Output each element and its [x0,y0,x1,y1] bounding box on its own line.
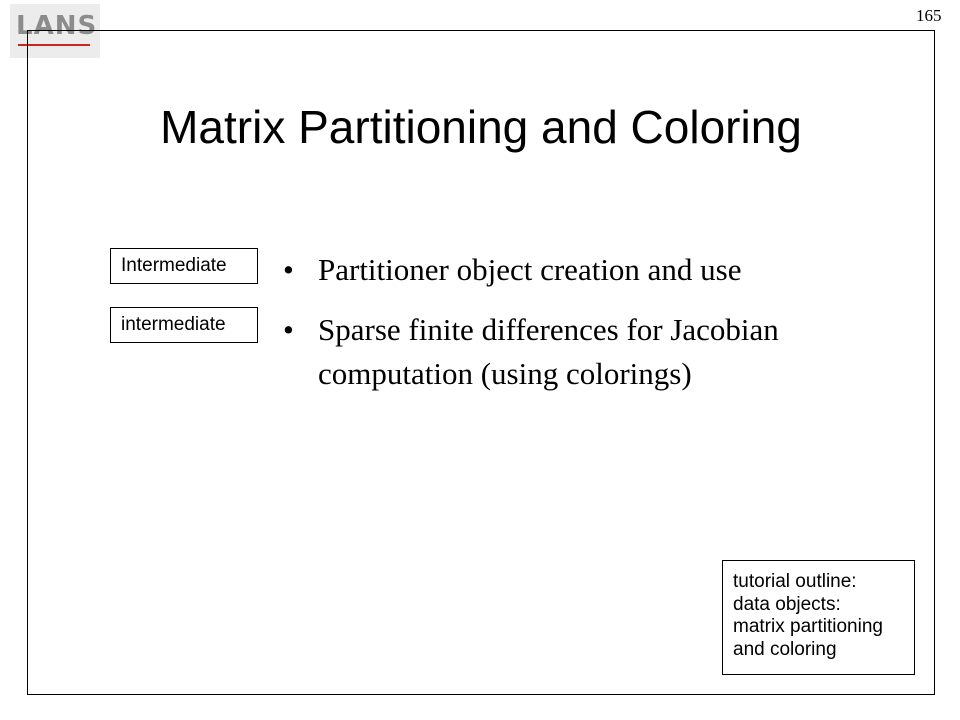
outline-line: tutorial outline: [733,571,857,592]
logo-text: LANS [16,11,98,41]
outline-line: and coloring [733,638,837,660]
bullet-list [318,248,858,412]
slide-title: Matrix Partitioning and Coloring [160,101,802,153]
bullet-item-partitioner: • Partitioner object creation and use [318,248,858,292]
outline-line: data objects: [733,593,841,615]
tutorial-outline-box [722,560,915,675]
level-tag-intermediate: Intermediate [110,248,258,284]
page-number: 165 [916,6,942,25]
bullet-item-sparse-finite-differences: • Sparse finite differences for Jacobian computation (using colorings) [318,308,858,396]
level-tag-intermediate-lowercase: intermediate [110,307,258,343]
outline-line: matrix partitioning [733,616,883,637]
